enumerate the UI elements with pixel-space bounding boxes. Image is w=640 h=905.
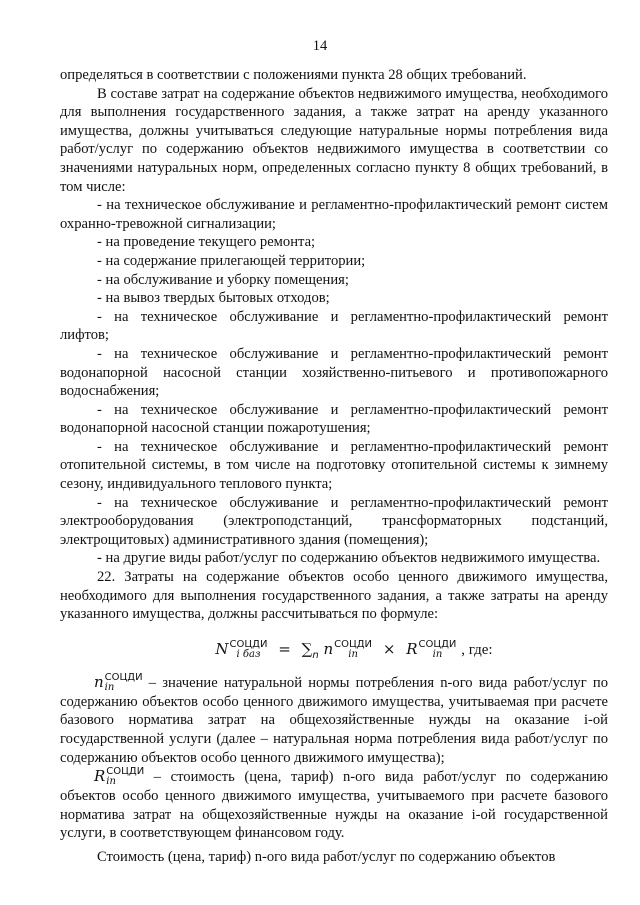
formula-r-sup: СОЦДИ [418, 638, 457, 650]
formula-suffix: , где: [461, 641, 493, 658]
definition-r-text: – стоимость (цена, тариф) n-ого вида работ/услуг по содержанию объектов особо ценного движимого имущества, учитываемого при расчете базового норматива затрат на общехозяйственные нужды на оказание i-ой государственной услуги, в соответствующем финансовом году. [60, 769, 608, 842]
formula-lhs-sup: СОЦДИ [229, 638, 268, 650]
list-item: - на техническое обслуживание и регламентно-профилактический ремонт водонапорной насосной станции пожаротушения; [60, 401, 608, 437]
list-item: - на техническое обслуживание и регламентно-профилактический ремонт отопительной системы, в том числе на подготовку отопительной системы к зимнему сезону, индивидуального теплового пункта; [60, 438, 608, 493]
definition-r [60, 767, 608, 843]
definition-r-sup: СОЦДИ [106, 766, 145, 778]
formula-sum: ∑ [301, 639, 313, 658]
list-item: - на обслуживание и уборку помещения; [97, 271, 349, 288]
definition-n-text: – значение натуральной нормы потребления n-ого вида работ/услуг по содержанию объектов особо ценного движимого имущества, учитываемая при расчете базового норматива затрат на общехозяйственные нужды на оказание i-ой государственной услуги (далее – натуральная норма потребления вида работ/услуг по содержанию объектов особо ценного движимого имущества); [60, 674, 608, 766]
formula-n-sub: in [348, 648, 358, 660]
list-item: - на другие виды работ/услуг по содержанию объектов недвижимого имущества. [97, 550, 601, 567]
paragraph: 22. Затраты на содержание объектов особо ценного движимого имущества, необходимого для выполнения государственного задания, а также затраты на аренду указанного имущества, должны рассчитываться по формуле: [60, 569, 608, 623]
formula-sum-sub: n [312, 649, 319, 661]
definition-n [60, 673, 608, 767]
formula-times: × [382, 639, 396, 658]
paragraph: определяться в соответствии с положениями пункта 28 общих требований. [60, 67, 527, 83]
list-item: - на содержание прилегающей территории; [97, 252, 366, 269]
list-item: - на техническое обслуживание и регламентно-профилактический ремонт водонапорной насосной станции хозяйственно-питьевого и противопожарного водоснабжения; [60, 345, 608, 400]
formula [100, 638, 608, 661]
paragraph: В составе затрат на содержание объектов недвижимого имущества, необходимого для выполнения государственного задания, а также затрат на аренду указанного имущества, должны учитываться следующие натуральные нормы потребления вида работ/услуг по содержанию объектов недвижимого имущества в соответствии со значениями натуральных норм, определенных согласно пункту 8 общих требований, в том числе: [60, 85, 608, 195]
list-item: - на техническое обслуживание и регламентно-профилактический ремонт лифтов; [60, 308, 608, 344]
definition-n-symbol: n [94, 672, 104, 691]
formula-equals: = [278, 639, 291, 658]
definition-n-sub: in [104, 681, 115, 693]
definition-r-sub: in [106, 776, 116, 788]
page-number: 14 [312, 38, 328, 54]
paragraph: Стоимость (цена, тариф) n-ого вида работ/услуг по содержанию объектов [97, 848, 556, 865]
list-item: - на вывоз твердых бытовых отходов; [97, 290, 330, 307]
formula-lhs-sub: i баз [236, 648, 261, 660]
document-body [60, 66, 608, 867]
list-item: - на техническое обслуживание и регламентно-профилактический ремонт систем охранно-тревожной сигнализации; [60, 197, 608, 232]
formula-lhs-symbol: N [215, 639, 229, 658]
formula-n-sup: СОЦДИ [334, 638, 373, 650]
formula-n-symbol: n [323, 639, 334, 658]
formula-r-symbol: R [406, 639, 418, 658]
definition-r-symbol: R [94, 767, 106, 786]
list-item: - на техническое обслуживание и регламентно-профилактический ремонт электрооборудования (электроподстанций, трансформаторных подстанций, электрощитовых) административного здания (помещения); [60, 494, 608, 548]
list-item: - на проведение текущего ремонта; [97, 234, 316, 251]
definition-n-sup: СОЦДИ [104, 671, 143, 683]
formula-r-sub: in [432, 648, 443, 660]
